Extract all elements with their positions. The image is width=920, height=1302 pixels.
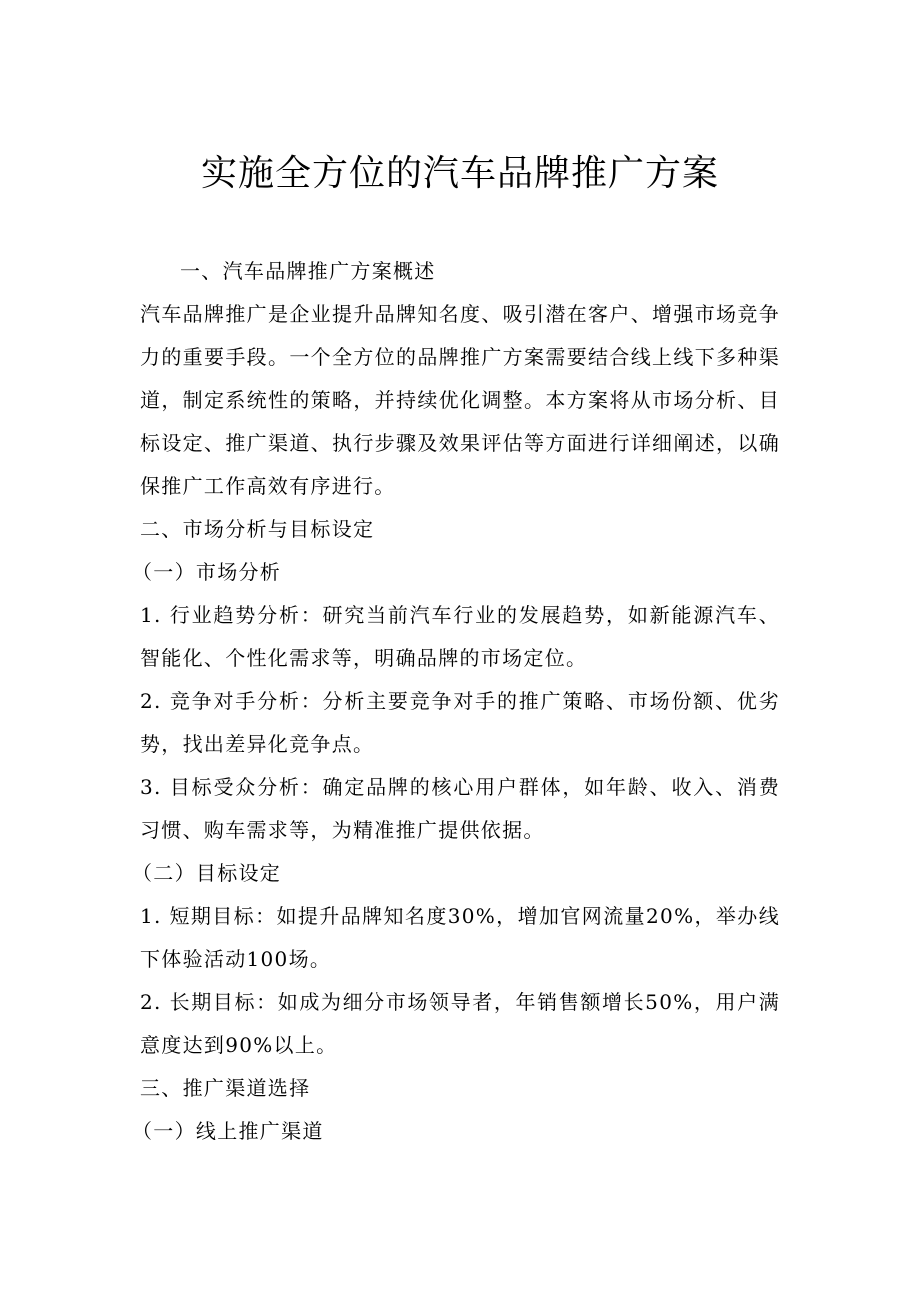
subsection-heading-goal-setting: （二）目标设定 [132,861,282,885]
document-body [132,250,780,1153]
subsection-heading-market-analysis: （一）市场分析 [132,560,282,584]
overview-paragraph: 汽车品牌推广是企业提升品牌知名度、吸引潜在客户、增强市场竞争力的重要手段。一个全方位的品牌推广方案需要结合线上线下多种渠道，制定系统性的策略，并持续优化调整。本方案将从市场分析、目标设定、推广渠道、执行步骤及效果评估等方面进行详细阐述，以确保推广工作高效有序进行。 [140,302,780,498]
section-heading-channels: 三、推广渠道选择 [140,1076,311,1100]
section-heading-overview: 一、汽车品牌推广方案概述 [180,259,436,283]
subsection-heading-online-channels: （一）线上推广渠道 [132,1119,324,1143]
list-item-long-term-goals: 2. 长期目标：如成为细分市场领导者，年销售额增长50%，用户满意度达到90%以上。 [140,990,780,1057]
list-item-competitor-analysis: 2. 竞争对手分析：分析主要竞争对手的推广策略、市场份额、优劣势，找出差异化竞争点。 [140,689,780,756]
list-item-industry-trends: 1. 行业趋势分析：研究当前汽车行业的发展趋势，如新能源汽车、智能化、个性化需求等，明确品牌的市场定位。 [140,603,780,670]
list-item-short-term-goals: 1. 短期目标：如提升品牌知名度30%，增加官网流量20%，举办线下体验活动100场。 [140,904,780,971]
document-title: 实施全方位的汽车品牌推广方案 [200,153,719,194]
section-heading-market: 二、市场分析与目标设定 [140,517,375,541]
list-item-audience-analysis: 3. 目标受众分析：确定品牌的核心用户群体，如年龄、收入、消费习惯、购车需求等，为精准推广提供依据。 [140,775,780,842]
